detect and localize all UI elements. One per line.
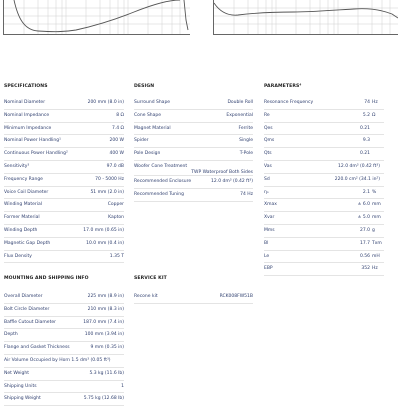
design-value: 74 Hz [240,191,253,197]
spec-label: Winding Depth [4,227,38,233]
mounting-title: MOUNTING AND SHIPPING INFO [4,276,89,281]
design-value: Single [239,138,253,144]
design-table [134,97,253,202]
param-value: 74 [364,100,370,105]
spec-value: 70 - 5000 Hz [95,176,124,182]
mounting-value: 210 mm (8.3 in) [87,306,124,312]
param-value: 17.7 [359,240,370,246]
spec-label: Continuous Power Handling² [4,151,68,157]
param-unit: mH [372,253,380,259]
mounting-row [4,368,124,381]
design-row [134,176,253,189]
param-value: 9.3 [362,138,370,144]
design-row [134,189,253,202]
mounting-label: Depth [4,332,18,338]
mounting-row [4,304,124,317]
param-row [264,148,384,161]
spec-value: 200 W [109,138,124,144]
spec-row [4,148,124,161]
spec-label: Winding Material [4,202,42,208]
spec-label: Voice Coil Diameter [4,189,49,195]
service-label: Recone kit [134,294,158,299]
param-row [264,97,384,110]
mounting-label: Bolt Circle Diameter [4,306,50,312]
param-value: 0.21 [359,125,370,131]
spec-row [4,225,124,238]
design-value: Ferrite [238,125,253,131]
param-unit: g [372,227,375,233]
param-label: Sd [264,176,270,182]
spec-row [4,123,124,136]
design-value: Double Roll [227,100,253,105]
design-row [134,97,253,110]
spec-value: 7.4 Ω [111,125,124,131]
param-value: 352 [361,266,370,272]
spec-value: 51 mm (2.0 in) [90,189,124,195]
param-row [264,161,384,174]
mounting-label: Flange and Gasket Thickness [4,345,70,351]
param-row [264,110,384,123]
design-label: Recommended Enclosure [134,178,192,184]
design-label: Woofer Cone Treatment [134,163,188,169]
design-row [134,110,253,123]
spec-row [4,161,124,174]
spec-row [4,199,124,212]
param-value: 0.21 [359,151,370,157]
design-value: 12.0 dm³ (0.42 ft³) [211,178,253,184]
mounting-row [4,381,124,394]
parameters-title: PARAMETERS⁴ [264,84,302,89]
mounting-label: Shipping Weight [4,396,41,402]
mounting-value: 5.75 kg (12.68 lb) [83,396,124,402]
spec-row [4,110,124,123]
param-value: 12.0 dm³ (0.42 ft³) [338,163,380,169]
param-label: EBP [264,266,273,272]
spec-value: 17.0 mm (0.65 in) [83,227,124,233]
service-table [134,291,253,304]
spec-label: Nominal Diameter [4,100,46,105]
impedance-chart [3,0,190,35]
spec-label: Nominal Impedance [4,112,50,118]
param-row [264,174,384,187]
spec-label: Magnetic Gap Depth [4,240,51,246]
param-label: Le [264,253,270,259]
mounting-value: 187.0 mm (7.4 in) [83,319,124,325]
design-row [134,148,253,161]
param-row [264,225,384,238]
spec-label: Former Material [4,215,40,221]
param-label: Qts [264,151,272,157]
specifications-table [4,97,124,263]
spec-label: Nominal Power Handling¹ [4,138,61,144]
spec-label: Frequency Range [4,176,43,182]
spec-label: Flux Density [4,253,32,259]
design-value: Exponential [226,112,253,118]
parameters-table [264,97,384,276]
param-label: Mms [264,227,275,233]
param-unit: Hz [372,266,378,272]
mounting-value: 100 mm (3.94 in) [84,332,124,338]
param-label: ηₒ [264,189,269,195]
param-label: Bl [264,240,269,246]
mounting-label: Net Weight [4,370,30,376]
design-label: Cone Shape [134,112,162,118]
param-label: Xmax [264,202,277,208]
design-label: Pole Design [134,151,161,157]
service-value: RCK008FW51B [219,294,253,299]
spec-label: Sensitivity³ [4,163,30,169]
param-unit: Txm [372,240,382,246]
spec-row [4,212,124,225]
spec-value: Kapton [108,215,124,221]
spec-row [4,238,124,251]
mounting-label: Shipping Units [4,383,37,389]
mounting-label: Overall Diameter [4,294,43,299]
param-value: ± 6.0 [357,202,370,208]
param-value: ± 5.0 [357,215,370,221]
param-value: 27.0 [359,227,370,233]
param-row [264,238,384,251]
mounting-table [4,291,124,406]
param-row [264,187,384,200]
frequency-response-chart [213,0,398,35]
spec-row [4,174,124,187]
spec-row [4,135,124,148]
spec-value: Copper [107,202,124,208]
param-label: Re [264,112,270,118]
param-label: Qes [264,125,273,131]
spec-value: 1.35 T [109,253,124,259]
param-row [264,135,384,148]
mounting-label: Air Volume Occupied by Horn 1.5 dm³ (0.05 ft³) [4,357,111,363]
design-label: Magnet Material [134,125,171,131]
param-unit: Hz [372,100,378,105]
spec-row [4,251,124,264]
design-label: Surround Shape [134,100,171,105]
mounting-label: Baffle Cutout Diameter [4,319,56,325]
param-value: 5.2 [362,112,370,118]
mounting-value: 225 mm (8.9 in) [87,294,124,299]
param-label: Vas [264,163,272,169]
param-unit: Ω [372,112,376,118]
mounting-row [4,342,124,355]
design-row [134,123,253,136]
mounting-row [4,291,124,304]
design-label: Spider [134,138,149,144]
spec-value: 8 Ω [116,112,124,118]
param-value: 0.56 [359,253,370,259]
param-row [264,251,384,264]
param-row [264,212,384,225]
spec-label: Minimum Impedance [4,125,52,131]
spec-value: 97.0 dB [106,163,124,169]
param-label: Xvar [264,215,275,221]
param-label: Resonance Frequency [264,100,314,105]
service-title: SERVICE KIT [134,276,167,281]
service-row [134,291,253,304]
param-unit: mm [372,202,381,208]
design-value: T-Pole [239,151,253,157]
impedance-chart-svg [4,0,190,34]
design-label: Recommended Tuning [134,191,184,197]
mounting-value: 9 mm (0.35 in) [90,345,124,351]
param-row [264,199,384,212]
mounting-value: 5.3 kg (11.6 lb) [89,370,124,376]
mounting-row [4,329,124,342]
param-value: 2.1 [362,189,370,195]
frequency-response-chart-svg [214,0,398,34]
param-unit: % [372,189,377,195]
param-row [264,263,384,276]
design-title: DESIGN [134,84,155,89]
spec-row [4,187,124,200]
design-value: TWP Waterproof Both Sides [191,169,253,175]
param-label: Qms [264,138,275,144]
mounting-row [4,317,124,330]
design-row [134,135,253,148]
spec-value: 200 mm (8.0 in) [87,100,124,105]
mounting-row [4,355,124,368]
design-row [134,161,253,176]
specifications-title: SPECIFICATIONS [4,84,48,89]
spec-value: 400 W [109,151,124,157]
spec-value: 10.0 mm (0.4 in) [86,240,124,246]
param-row [264,123,384,136]
param-value: 220.0 cm² (34.1 in²) [334,176,380,182]
param-unit: mm [372,215,381,221]
spec-row [4,97,124,110]
mounting-value: 1 [121,383,124,389]
